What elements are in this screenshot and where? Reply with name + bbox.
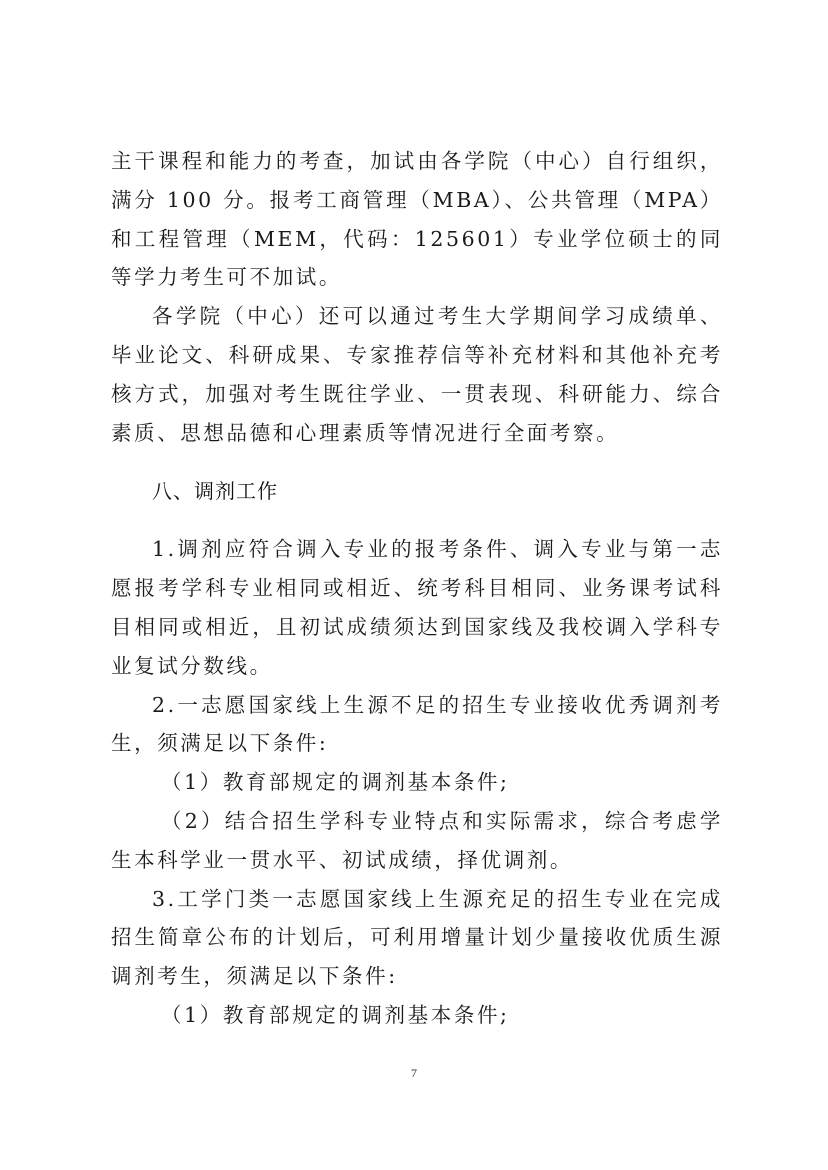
list-item-2-sub-1: （1）教育部规定的调剂基本条件; [161,770,510,795]
section-heading-adjustment: 八、调剂工作 [152,479,278,504]
paragraph-supplementary-materials: 各学院（中心）还可以通过考生大学期间学习成绩单、毕业论文、科研成果、专家推荐信等补充材料和其他补充考核方式，加强对考生既往学业、一贯表现、科研能力、综合素质、思想品德和心理素质等情况进行全面考察。 [111,304,723,445]
list-item-2: 2.一志愿国家线上生源不足的招生专业接收优秀调剂考生，须满足以下条件: [111,692,723,756]
document-body [111,142,723,1035]
list-item-2-sub-2: （2）结合招生学科专业特点和实际需求，综合考虑学生本科学业一贯水平、初试成绩，择优调剂。 [111,808,723,872]
page-number: 7 [411,1066,417,1080]
list-item-3-sub-1: （1）教育部规定的调剂基本条件; [161,1002,510,1027]
paragraph-additional-exam: 主干课程和能力的考查，加试由各学院（中心）自行组织，满分 100 分。报考工商管理（MBA）、公共管理（MPA）和工程管理（MEM，代码：125601）专业学位硕士的同等学力考生可不加试。 [111,149,723,290]
list-item-1: 1.调剂应符合调入专业的报考条件、调入专业与第一志愿报考学科专业相同或相近、统考科目相同、业务课考试科目相同或相近，且初试成绩须达到国家线及我校调入学科专业复试分数线。 [111,537,723,678]
list-item-3: 3.工学门类一志愿国家线上生源充足的招生专业在完成招生简章公布的计划后，可利用增量计划少量接收优质生源调剂考生，须满足以下条件: [111,886,723,989]
